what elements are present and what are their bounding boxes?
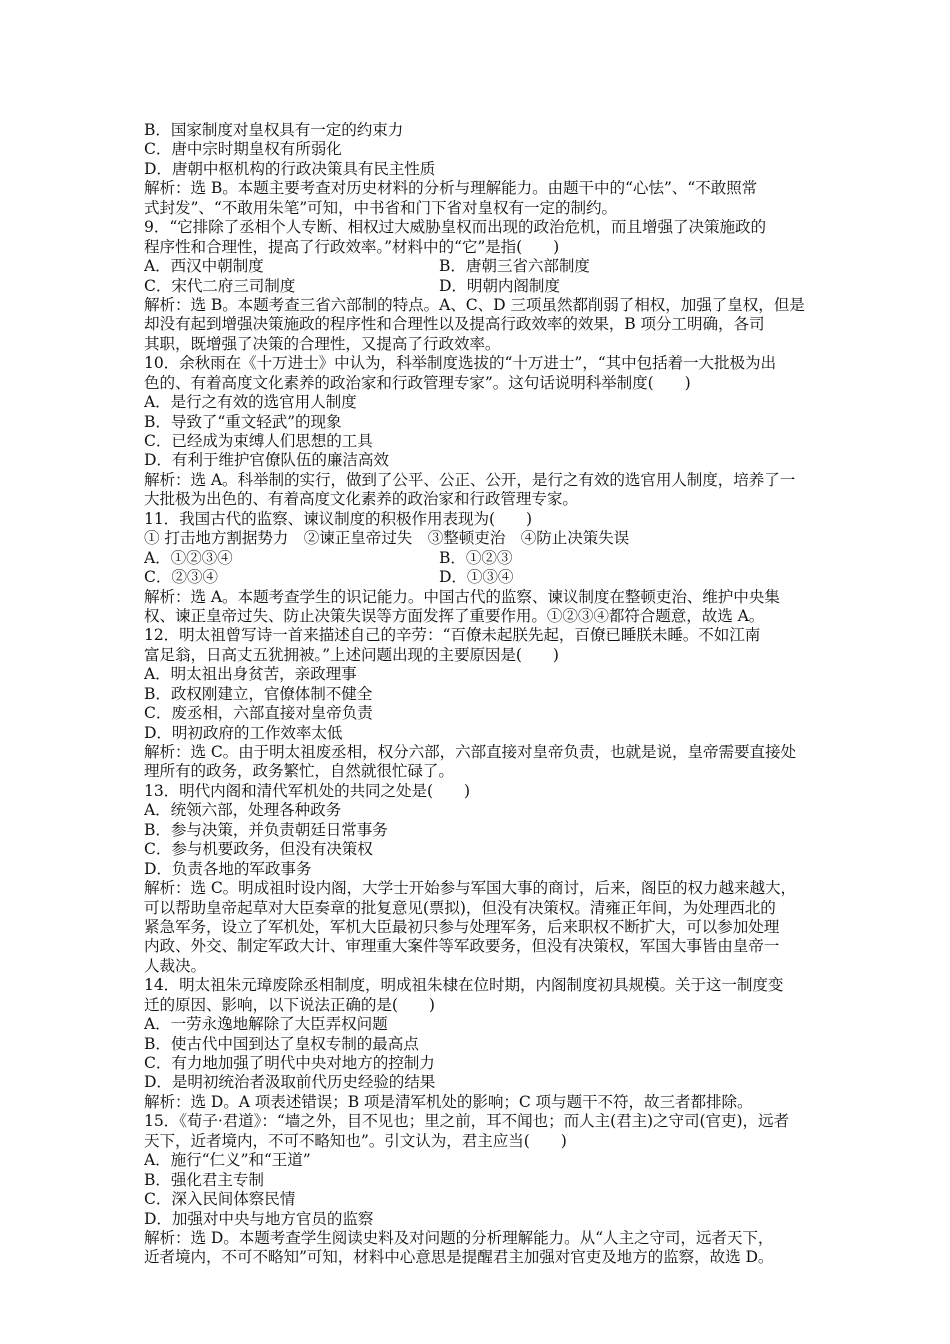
text-line: 解析：选 A。本题考查学生的识记能力。中国古代的监察、谏议制度在整顿吏治、维护中央集 — [144, 587, 780, 606]
text-line: B．政权刚建立，官僚体制不健全 — [144, 684, 373, 703]
option-text: C．宋代二府三司制度 — [144, 276, 296, 295]
option-text: C．②③④ — [144, 568, 218, 587]
text-line: D．明初政府的工作效率太低 — [144, 723, 343, 742]
text-line: D．唐朝中枢机构的行政决策具有民主性质 — [144, 159, 436, 178]
option-text: D．①③④ — [439, 568, 514, 587]
text-line: 大批极为出色的、有着高度文化素养的政治家和行政管理专家。 — [144, 490, 578, 509]
text-line: B．参与决策，并负责朝廷日常事务 — [144, 820, 388, 839]
text-line: 迁的原因、影响，以下说法正确的是( ) — [144, 995, 435, 1014]
text-line: 解析：选 A。科举制的实行，做到了公平、公正、公开，是行之有效的选官用人制度，培养了一 — [144, 470, 796, 489]
text-line: D．加强对中央与地方官员的监察 — [144, 1209, 374, 1228]
text-line: C．参与机要政务，但没有决策权 — [144, 840, 373, 859]
text-line: C．废丞相，六部直接对皇帝负责 — [144, 704, 373, 723]
text-line: 内政、外交、制定军政大计、审理重大案件等军政要务，但没有决策权，军国大事皆由皇帝一 — [144, 937, 780, 956]
option-row — [144, 568, 810, 587]
option-text: A．西汉中朝制度 — [144, 257, 264, 276]
text-line: B．使古代中国到达了皇权专制的最高点 — [144, 1034, 419, 1053]
text-line: C．已经成为束缚人们思想的工具 — [144, 432, 373, 450]
text-line: B．导致了“重文轻武”的现象 — [144, 412, 342, 431]
text-line: 解析：选 D。本题考查学生阅读史料及对问题的分析理解能力。从“人主之守司，远者天下， — [144, 1228, 774, 1247]
text-line: 程序性和合理性，提高了行政效率。”材料中的“它”是指( ) — [144, 237, 560, 256]
text-line: 却没有起到增强决策施政的程序性和合理性以及提高行政效率的效果，B 项分工明确，各司 — [144, 315, 765, 334]
text-line: 权、谏正皇帝过失、防止决策失误等方面发挥了重要作用。①②③④都符合题意，故选 A。 — [144, 606, 765, 625]
text-line: B．国家制度对皇权具有一定的约束力 — [144, 121, 404, 139]
option-row — [144, 549, 810, 568]
text-line: A．一劳永逸地解除了大臣弄权问题 — [144, 1015, 388, 1034]
text-line: C．唐中宗时期皇权有所弱化 — [144, 140, 342, 159]
option-text: B．①②③ — [439, 548, 513, 567]
text-line: A．施行“仁义”和“王道” — [144, 1151, 311, 1170]
text-line: A．统领六部，处理各种政务 — [144, 801, 342, 820]
text-line: A．是行之有效的选官用人制度 — [144, 393, 357, 412]
text-line: D．负责各地的军政事务 — [144, 859, 312, 878]
text-line: B．强化君主专制 — [144, 1170, 264, 1189]
option-text: B．唐朝三省六部制度 — [439, 257, 590, 276]
text-line: 14．明太祖朱元璋废除丞相制度，明成祖朱棣在位时期，内阁制度初具规模。关于这一制度变 — [144, 976, 784, 995]
option-text: D．明朝内阁制度 — [439, 276, 560, 295]
option-text: A．①②③④ — [144, 548, 233, 567]
text-line: 天下，近者境内，不可不略知也”。引文认为，君主应当( ) — [144, 1131, 567, 1150]
text-line: 近者境内，不可不略知”可知，材料中心意思是提醒君主加强对官吏及地方的监察，故选 D。 — [144, 1248, 774, 1267]
text-line: 解析：选 C。明成祖时设内阁，大学士开始参与军国大事的商讨，后来，阁臣的权力越来越大， — [144, 879, 796, 898]
text-line: A．明太祖出身贫苦，亲政理事 — [144, 665, 357, 684]
text-line: 解析：选 B。本题考查三省六部制的特点。A、C、D 三项虽然都削弱了相权，加强了皇权，但是 — [144, 295, 805, 314]
text-line: 12．明太祖曾写诗一首来描述自己的辛劳：“百僚未起朕先起，百僚已睡朕未睡。不如江南 — [144, 626, 761, 645]
text-line: D．有利于维护官僚队伍的廉洁高效 — [144, 451, 389, 470]
text-line: C．深入民间体察民情 — [144, 1190, 296, 1209]
text-line: 紧急军务，设立了军机处，军机大臣最初只参与处理军务，后来职权不断扩大，可以参加处理 — [144, 917, 780, 936]
text-line: 解析：选 C。由于明太祖废丞相，权分六部，六部直接对皇帝负责，也就是说，皇帝需要直接处 — [144, 743, 796, 761]
text-line: 解析：选 B。本题主要考查对历史材料的分析与理解能力。由题干中的“心怯”、“不敢照常 — [144, 179, 758, 198]
text-line: 色的、有着高度文化素养的政治家和行政管理专家”。这句话说明科举制度( ) — [144, 373, 691, 392]
text-line: 其职，既增强了决策的合理性，又提高了行政效率。 — [144, 334, 501, 353]
text-line: 人裁决。 — [144, 956, 206, 975]
text-line: 式封发”、“不敢用朱笔”可知，中书省和门下省对皇权有一定的制约。 — [144, 198, 617, 217]
text-line: D．是明初统治者汲取前代历史经验的结果 — [144, 1073, 436, 1092]
text-line: 理所有的政务，政务繁忙，自然就很忙碌了。 — [144, 762, 454, 781]
text-line: 解析：选 D。A 项表述错误；B 项是清军机处的影响；C 项与题干不符，故三者都排除。 — [144, 1092, 753, 1111]
text-line: 15．《荀子·君道》：“墙之外，目不见也；里之前，耳不闻也；而人主(君主)之守司(官吏)，远者 — [144, 1112, 789, 1131]
document-text — [144, 121, 810, 1268]
option-row — [144, 257, 810, 276]
text-line: 9．“它排除了丞相个人专断、相权过大威胁皇权而出现的政治危机，而且增强了决策施政的 — [144, 218, 766, 237]
text-line: 可以帮助皇帝起草对大臣奏章的批复意见(票拟)，但没有决策权。清雍正年间，为处理西北的 — [144, 898, 776, 917]
text-line: 富足翁，日高丈五犹拥被。”上述问题出现的主要原因是( ) — [144, 645, 559, 664]
text-line: 10．余秋雨在《十万进士》中认为，科举制度选拔的“十万进士”，“其中包括着一大批极为出 — [144, 354, 777, 373]
option-row — [144, 277, 810, 296]
text-line: 11．我国古代的监察、谏议制度的积极作用表现为( ) — [144, 509, 532, 528]
text-line: ① 打击地方割据势力 ②谏正皇帝过失 ③整顿吏治 ④防止决策失误 — [144, 529, 630, 548]
text-line: 13．明代内阁和清代军机处的共同之处是( ) — [144, 781, 470, 800]
text-line: C．有力地加强了明代中央对地方的控制力 — [144, 1054, 435, 1072]
